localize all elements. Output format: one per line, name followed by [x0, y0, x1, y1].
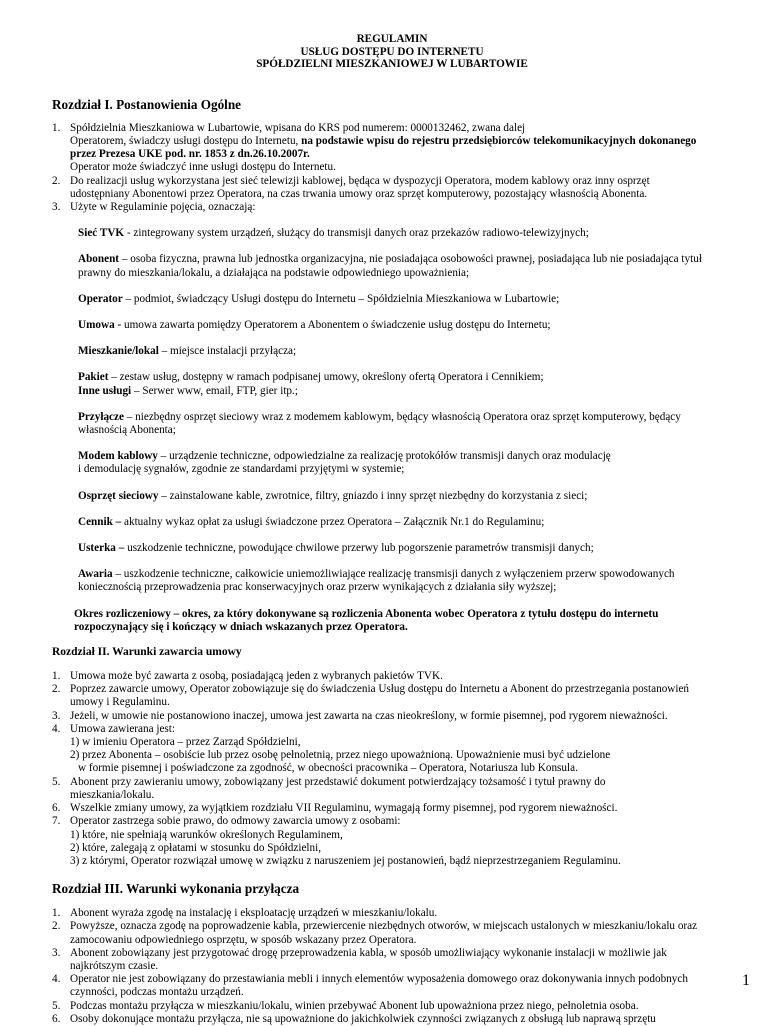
list-item: 6. Wszelkie zmiany umowy, za wyjątkiem rozdziału VII Regulaminu, wymagają formy pisemnej, pod rygorem nieważności. — [52, 802, 618, 815]
definition-usterka: Usterka – uszkodzenie techniczne, powodujące chwilowe przerwy lub pogorszenie parametrów transmisji danych; — [78, 542, 594, 555]
definition-przylacze: Przyłącze – niezbędny osprzęt sieciowy wraz z modemem kablowym, będący własnością Operatora oraz sprzęt komputerowy, będący własnością Abonenta; — [78, 410, 681, 437]
chapter-1-heading: Rozdział I. Postanowienia Ogólne — [52, 96, 242, 112]
document-page — [52, 0, 732, 1026]
item-text: Użyte w Regulaminie pojęcia, oznaczają: — [70, 201, 256, 213]
definition-term: Osprzęt sieciowy — [78, 489, 159, 502]
definition-umowa: Umowa - umowa zawarta pomiędzy Operatorem a Abonentem o świadczenie usług dostępu do Internetu; — [78, 319, 551, 332]
list-item: 4. Operator nie jest zobowiązany do przestawiania mebli i innych elementów wyposażenia domowego oraz dokonywania innych podobnych czynności, podczas montażu urządzeń. — [52, 973, 688, 999]
title-line-3: SPÓŁDZIELNI MIESZKANIOWEJ W LUBARTOWIE — [256, 58, 528, 71]
list-item: 1. Spółdzielnia Mieszkaniowa w Lubartowie, wpisana do KRS pod numerem: 0000132462, zwana dalej Operatorem, świadczy usługi dostępu do Internetu, na podstawie wpisu do rejestru przedsiębiorców telekomunikacyjnych dokonanego przez Prezesa UKE pod. nr. 1853 z dn.26.10.2007r. Operator może świadczyć inne usługi dostępu do Internetu. — [52, 122, 732, 175]
definition-term: Sieć TVK — [78, 227, 125, 240]
definition-tvk: Sieć TVK - zintegrowany system urządzeń, służący do transmisji danych oraz przekazów radiowo-telewizyjnych; — [78, 227, 589, 240]
page-number: 1 — [742, 972, 750, 989]
definition-term: Usterka – — [78, 542, 125, 555]
definition-mieszkanie: Mieszkanie/lokal – miejsce instalacji przyłącza; — [78, 345, 297, 358]
list-item: 1. Abonent wyraża zgodę na instalację i eksploatację urządzeń w mieszkaniu/lokalu. — [52, 907, 438, 920]
item-text: udostępniany Abonentowi przez Operatora, na czas trwania umowy oraz sprzęt komputerowy, pozostający własnością Abonenta. — [70, 187, 648, 200]
item-text-bold: przez Prezesa UKE pod. nr. 1853 z dn.26.10.2007r. — [70, 148, 310, 161]
list-item: 5. Podczas montażu przyłącza w mieszkaniu/lokalu, winien przebywać Abonent lub upoważniona przez niego, pełnoletnia osoba. — [52, 999, 639, 1012]
item-text: Spółdzielnia Mieszkaniowa w Lubartowie, wpisana do KRS pod numerem: 0000132462, zwana dalej — [70, 121, 526, 134]
list-item: 4. Umowa zawierana jest: 1) w imieniu Operatora – przez Zarząd Spółdzielni, 2) przez Abonenta – osobiście lub przez osobę pełnoletnią, przez niego upoważnioną. Upoważnienie musi być udzielone w formie pisemnej i poświadczone za zgodność, w obecności pracownika – Operatora, Notariusza lub Konsula. — [52, 722, 611, 775]
definition-term: Przyłącze — [78, 410, 124, 423]
definition-cennik: Cennik – aktualny wykaz opłat za usługi świadczone przez Operatora – Załącznik Nr.1 do Regulaminu; — [78, 515, 545, 528]
item-text: Operatorem, świadczy usługi dostępu do Internetu, — [70, 134, 302, 147]
definition-term: Pakiet — [78, 371, 109, 384]
document-title — [52, 33, 732, 71]
definition-term: Cennik – — [78, 515, 122, 528]
definition-term: Operator — [78, 292, 123, 305]
definition-modem: Modem kablowy – urządzenie techniczne, odpowiedzialne za realizację protokółów transmisji danych oraz modulację i demodulację sygnałów, zgodnie ze standardami przyjętymi w systemie; — [78, 450, 611, 476]
definition-abonent: Abonent – osoba fizyczna, prawna lub jednostka organizacyjna, nie posiadająca osobowości prawnej, posiadająca lub nie posiadająca tytuł prawny do mieszkania/lokalu, a działająca na podstawie odpowiedniego upoważnienia; — [78, 253, 702, 279]
item-text-bold: na podstawie wpisu do rejestru przedsiębiorców telekomunikacyjnych dokonanego — [301, 134, 697, 147]
list-item: 3. Jeżeli, w umowie nie postanowiono inaczej, umowa jest zawarta na czas nieokreślony, w formie pisemnej, pod rygorem nieważności. — [52, 709, 668, 722]
definition-term: Modem kablowy — [78, 450, 158, 463]
definition-osprzet: Osprzęt sieciowy – zainstalowane kable, zwrotnice, filtry, gniazdo i inny sprzęt niezbędny do korzystania z sieci; — [78, 489, 588, 502]
list-item: 5. Abonent przy zawieraniu umowy, zobowiązany jest przedstawić dokument potwierdzający tożsamość i tytuł prawny do mieszkania/lokalu. — [52, 775, 606, 801]
list-item: 3. Abonent zobowiązany jest przygotować drogę przeprowadzenia kabla, w sposób umożliwiający wykonanie instalacji w możliwie jak najkrótszym czasie. — [52, 946, 667, 972]
list-item: 3. Użyte w Regulaminie pojęcia, oznaczają: — [52, 201, 732, 214]
definition-pakiet: Pakiet – zestaw usług, dostępny w ramach podpisanej umowy, określony ofertą Operatora i Cennikiem; Inne usługi – Serwer www, email, FTP, gier itp.; — [78, 371, 544, 397]
title-line-2: USŁUG DOSTĘPU DO INTERNETU — [300, 45, 484, 58]
list-item: 2. Powyższe, oznacza zgodę na poprowadzenie kabla, przewiercenie niezbędnych otworów, w miejscach ustalonych w mieszkaniu/lokalu oraz zamocowaniu odpowiedniego osprzętu, w sposób wskazany przez Operatora. — [52, 920, 698, 946]
definition-term: Abonent — [78, 253, 120, 266]
list-item: 1. Umowa może być zawarta z osobą, posiadającą jeden z wybranych pakietów TVK. — [52, 670, 443, 683]
list-item: 2. Poprzez zawarcie umowy, Operator zobowiązuje się do świadczenia Usług dostępu do Internetu a Abonent do przestrzegania postanowień umowy i Regulaminu. — [52, 683, 690, 709]
definition-okres-rozliczeniowy: Okres rozliczeniowy – okres, za który dokonywane są rozliczenia Abonenta wobec Operatora z tytułu dostępu do internetu rozpoczynający się i kończący w dniach wskazanych przez Operatora. — [74, 607, 659, 633]
chapter-3-heading: Rozdział III. Warunki wykonania przyłącza — [52, 881, 300, 897]
list-item: 2. Do realizacji usług wykorzystana jest sieć telewizji kablowej, będąca w dyspozycji Operatora, modem kablowy oraz inny osprzęt udostępniany Abonentowi przez Operatora, na czas trwania umowy oraz sprzęt komputerowy, pozostający własnością Abonenta. — [52, 175, 732, 201]
definition-operator: Operator – podmiot, świadczący Usługi dostępu do Internetu – Spółdzielnia Mieszkaniowa w Lubartowie; — [78, 292, 560, 305]
chapter-2-heading: Rozdział II. Warunki zawarcia umowy — [52, 646, 242, 659]
chapter-3-list — [52, 907, 732, 1026]
item-text: Do realizacji usług wykorzystana jest sieć telewizji kablowej, będąca w dyspozycji Operatora, modem kablowy oraz inny osprzęt — [70, 174, 650, 187]
list-item: 6. Osoby dokonujące montażu przyłącza, nie są upoważnione do jakichkolwiek czynności związanych z obsługą lub naprawą sprzętu — [52, 1012, 656, 1025]
list-item: 7. Operator zastrzega sobie prawo, do odmowy zawarcia umowy z osobami: 1) które, nie spełniają warunków określonych Regulaminem, 2) które, zalegają z opłatami w stosunku do Spółdzielni, 3) z którymi, Operator rozwiązał umowę w związku z naruszeniem jej postanowień, bądź nieprzestrzeganiem Regulaminu. — [52, 815, 621, 867]
chapter-1-list — [52, 122, 732, 214]
definition-term: Mieszkanie/lokal — [78, 345, 159, 358]
item-text: Operator może świadczyć inne usługi dostępu do Internetu. — [70, 161, 336, 174]
chapter-2-list — [52, 670, 732, 868]
definition-awaria: Awaria – uszkodzenie techniczne, całkowicie uniemożliwiające realizację transmisji danych z wyłączeniem przerw spowodowanych koniecznością przeprowadzenia prac konserwacyjnych oraz przerw wynikających z działania siły wyższej; — [78, 568, 675, 594]
definition-term: Awaria — [78, 568, 113, 581]
title-line-1: REGULAMIN — [356, 33, 428, 45]
definition-term: Inne usługi — [78, 384, 132, 397]
definition-term: Umowa - — [78, 319, 122, 332]
